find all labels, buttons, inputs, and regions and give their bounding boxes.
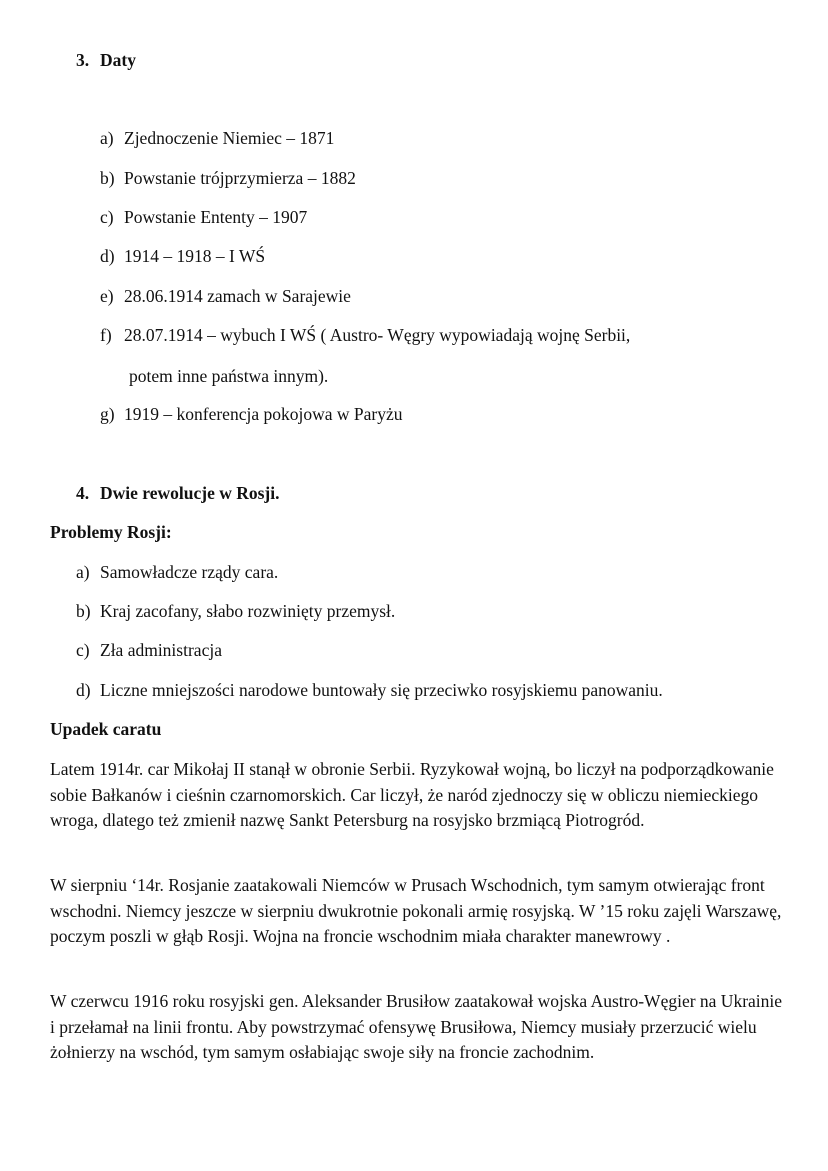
list-item [76,680,663,701]
section-number: 3. [76,50,90,70]
list-item-text: 28.07.1914 – wybuch I WŚ ( Austro- Węgry wypowiadają wojnę Serbii, [124,325,631,345]
list-item [76,640,222,661]
paragraph: Latem 1914r. car Mikołaj II stanął w obronie Serbii. Ryzykował wojną, bo liczył na podporządkowanie sobie Bałkanów i cieśnin czarnomorskich. Car liczył, że naród zjednoczy się w obliczu niemieckiego wroga, dlatego też zmienił nazwę Sankt Petersburg na rosyjsko brzmiącą Piotrogród. [50,759,774,830]
list-item-text: Zła administracja [100,640,222,660]
list-marker: d) [100,246,115,266]
paragraph: W czerwcu 1916 roku rosyjski gen. Aleksander Brusiłow zaatakował wojska Austro-Węgier na Ukrainie i przełamał na linii frontu. Aby powstrzymać ofensywę Brusiłowa, Niemcy musiały przerzucić wielu żołnierzy na wschód, tym samym osłabiając swoje siły na froncie zachodnim. [50,991,783,1062]
section-4-heading [76,483,280,504]
list-item-text: 28.06.1914 zamach w Sarajewie [124,286,351,306]
section-title: Daty [100,50,136,70]
list-marker: e) [100,286,114,306]
list-item-text: 1914 – 1918 – I WŚ [124,246,266,266]
list-marker: c) [76,640,90,660]
list-marker: g) [100,404,115,424]
list-marker: d) [76,680,91,700]
list-marker: a) [76,562,90,582]
list-item-text: Powstanie trójprzymierza – 1882 [124,168,356,188]
list-item-text: Powstanie Ententy – 1907 [124,207,308,227]
list-item [100,325,630,346]
list-item-text: Liczne mniejszości narodowe buntowały się przeciwko rosyjskiemu panowaniu. [100,680,663,700]
list-item-continuation: potem inne państwa innym). [129,366,329,386]
list-marker: a) [100,128,114,148]
list-marker: c) [100,207,114,227]
list-marker: f) [100,325,112,345]
problems-heading: Problemy Rosji: [50,522,172,542]
list-marker: b) [100,168,115,188]
section-number: 4. [76,483,90,503]
list-item-text: Samowładcze rządy cara. [100,562,279,582]
section-title: Dwie rewolucje w Rosji. [100,483,280,503]
list-item [100,246,265,267]
section-3-heading [76,50,136,71]
paragraph: W sierpniu ‘14r. Rosjanie zaatakowali Niemców w Prusach Wschodnich, tym samym otwierając front wschodni. Niemcy jeszcze w sierpniu dwukrotnie pokonali armię rosyjską. W ’15 roku zajęli Warszawę, poczym poszli w głąb Rosji. Wojna na froncie wschodnim miała charakter manewrowy . [50,875,782,946]
list-item [76,601,395,622]
list-item [100,128,334,149]
list-item [100,286,351,307]
list-item [100,207,307,228]
list-item-text: Zjednoczenie Niemiec – 1871 [124,128,335,148]
fall-of-tsardom-heading: Upadek caratu [50,719,162,739]
list-item [76,562,278,583]
list-marker: b) [76,601,91,621]
list-item [100,168,356,189]
list-item [100,404,402,425]
list-item-text: Kraj zacofany, słabo rozwinięty przemysł. [100,601,396,621]
list-item-text: 1919 – konferencja pokojowa w Paryżu [124,404,403,424]
